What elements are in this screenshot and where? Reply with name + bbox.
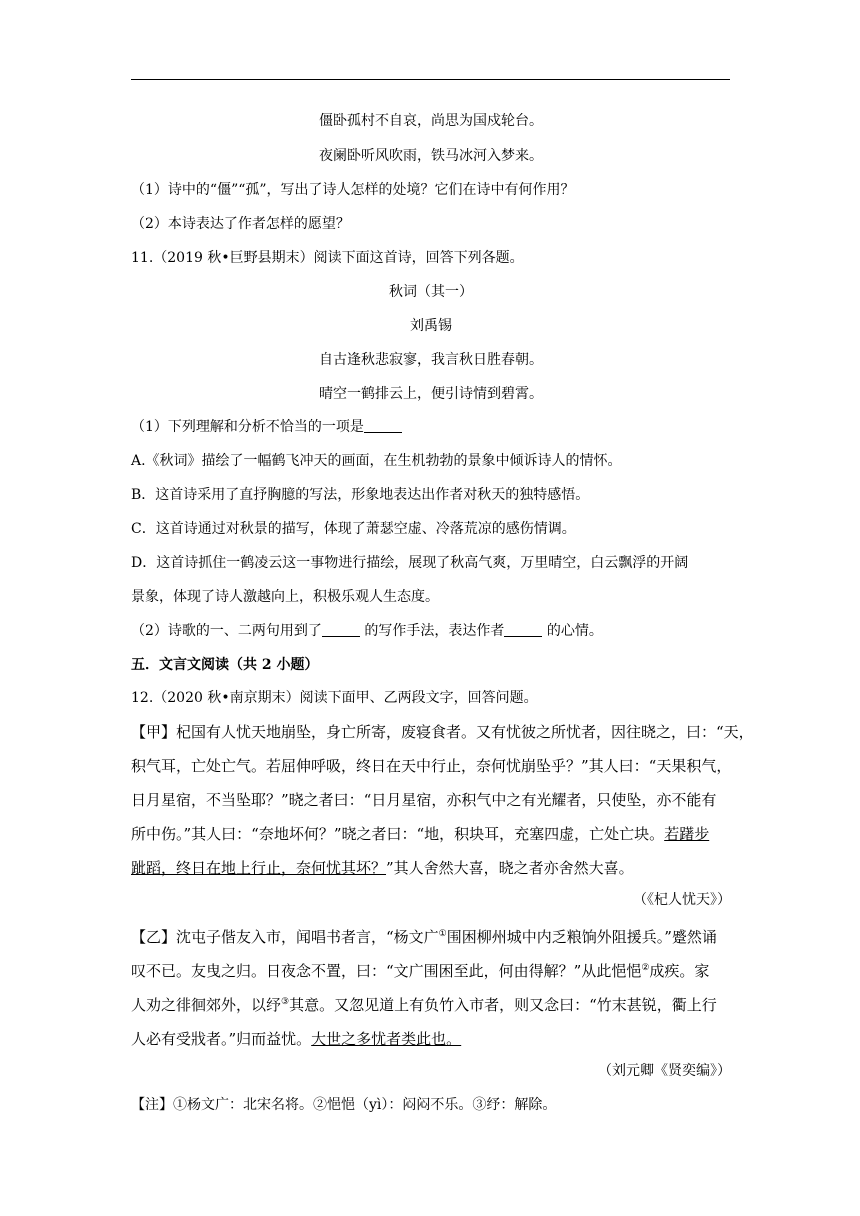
passage-text: ”其人舍然大喜，晓之者亦舍然大喜。 — [386, 859, 634, 877]
source-citation: （刘元卿《贤奕编》） — [598, 1063, 731, 1079]
question-text: （1）下列理解和分析不恰当的一项是 — [131, 419, 364, 435]
underlined-sentence: 跐蹈，终日在地上行止，奈何忧其坏？ — [131, 859, 387, 877]
passage-yi-line — [131, 927, 731, 947]
passage-text: 其意。又忽见道上有负竹入市者，则又念曰：“竹末甚锐，衢上行 — [289, 996, 717, 1014]
passage-jia-line: 日月星宿，不当坠耶？”晓之者曰：“日月星宿，亦积气中之有光耀者，只使坠，亦不能有 — [131, 791, 717, 809]
answer-blank[interactable] — [322, 622, 360, 637]
question-text: （2）诗歌的一、二两句用到了 — [131, 623, 322, 639]
passage-yi-line — [131, 1029, 731, 1049]
answer-blank[interactable] — [364, 418, 402, 433]
option-b: B．这首诗采用了直抒胸臆的写法，形象地表达出作者对秋天的独特感悟。 — [131, 487, 590, 503]
footnote-marker: ③ — [281, 997, 290, 1007]
answer-blank[interactable] — [504, 622, 542, 637]
passage-yi-line — [131, 961, 731, 981]
passage-text: 所中伤。”其人曰：“奈地坏何？”晓之者曰：“地，积块耳，充塞四虚，亡处亡块。 — [131, 825, 665, 843]
option-d: D．这首诗抓住一鹤凌云这一事物进行描绘，展现了秋高气爽，万里晴空，白云飘浮的开阔 — [131, 555, 689, 571]
passage-jia-line: 【甲】杞国有人忧天地崩坠，身亡所寄，废寝食者。又有忧彼之所忧者，因往晓之，曰：“天， — [131, 723, 754, 741]
passage-text: 人劝之徘徊郊外，以纾 — [131, 996, 282, 1014]
question-text: 的心情。 — [542, 623, 603, 639]
poem-line: 僵卧孤村不自哀，尚思为国戍轮台。 — [319, 113, 543, 129]
passage-jia-line — [131, 824, 731, 844]
passage-text: 围困柳州城中内乏粮饷外阻援兵。”蹙然诵 — [446, 928, 717, 946]
passage-yi-line — [131, 995, 731, 1015]
question-11-2 — [131, 621, 731, 641]
poem-line: 晴空一鹤排云上，便引诗情到碧霄。 — [319, 386, 543, 402]
header-rule — [131, 79, 730, 80]
poem-line: 夜阑卧听风吹雨，铁马冰河入梦来。 — [319, 148, 543, 164]
underlined-sentence: 若躇步 — [664, 825, 710, 843]
passage-text: 人必有受戕者。”归而益忧。 — [131, 1030, 312, 1048]
question-11-stem: 11.（2019 秋•巨野县期末）阅读下面这首诗，回答下列各题。 — [131, 250, 524, 266]
passage-jia-line — [131, 858, 731, 878]
option-a: A.《秋词》描绘了一幅鹤飞冲天的画面，在生机勃勃的景象中倾诉诗人的情怀。 — [131, 453, 622, 469]
option-d-cont: 景象，体现了诗人激越向上，积极乐观人生态度。 — [131, 589, 439, 605]
question-text: 的写作手法，表达作者 — [359, 623, 505, 639]
question-12-stem: 12.（2020 秋•南京期末）阅读下面甲、乙两段文字，回答问题。 — [131, 690, 538, 706]
underlined-sentence: 大世之多忧者类此也。 — [311, 1030, 462, 1048]
poem-title: 秋词（其一） — [389, 284, 473, 300]
option-c: C．这首诗通过对秋景的描写，体现了萧瑟空虚、冷落荒凉的感伤情调。 — [131, 521, 576, 537]
passage-text: 【乙】沈屯子偕友入市，闻唱书者言，“杨文广 — [131, 928, 439, 946]
passage-text: 叹不已。友曳之归。日夜念不置，曰：“文广围困至此，何由得解？”从此悒悒 — [131, 962, 642, 980]
question-11-1 — [131, 417, 731, 437]
footnote-marker: ② — [641, 963, 650, 973]
question-10-2: （2）本诗表达了作者怎样的愿望？ — [131, 216, 350, 232]
footnote-marker: ① — [438, 929, 447, 939]
footnote: 【注】①杨文广：北宋名将。②悒悒（yì）：闷闷不乐。③纾：解除。 — [131, 1097, 557, 1113]
source-citation: （《杞人忧天》） — [633, 892, 731, 908]
passage-jia-line: 积气耳，亡处亡气。若屈伸呼吸，终日在天中行止，奈何忧崩坠乎？”其人曰：“天果积气， — [131, 757, 732, 775]
passage-text: 成疾。家 — [649, 962, 710, 980]
section-heading: 五．文言文阅读（共 2 小题） — [131, 657, 319, 673]
poem-author: 刘禹锡 — [410, 318, 452, 334]
poem-line: 自古逢秋悲寂寥，我言秋日胜春朝。 — [319, 352, 543, 368]
question-10-1: （1）诗中的“僵”“孤”，写出了诗人怎样的处境？它们在诗中有何作用？ — [131, 182, 575, 198]
